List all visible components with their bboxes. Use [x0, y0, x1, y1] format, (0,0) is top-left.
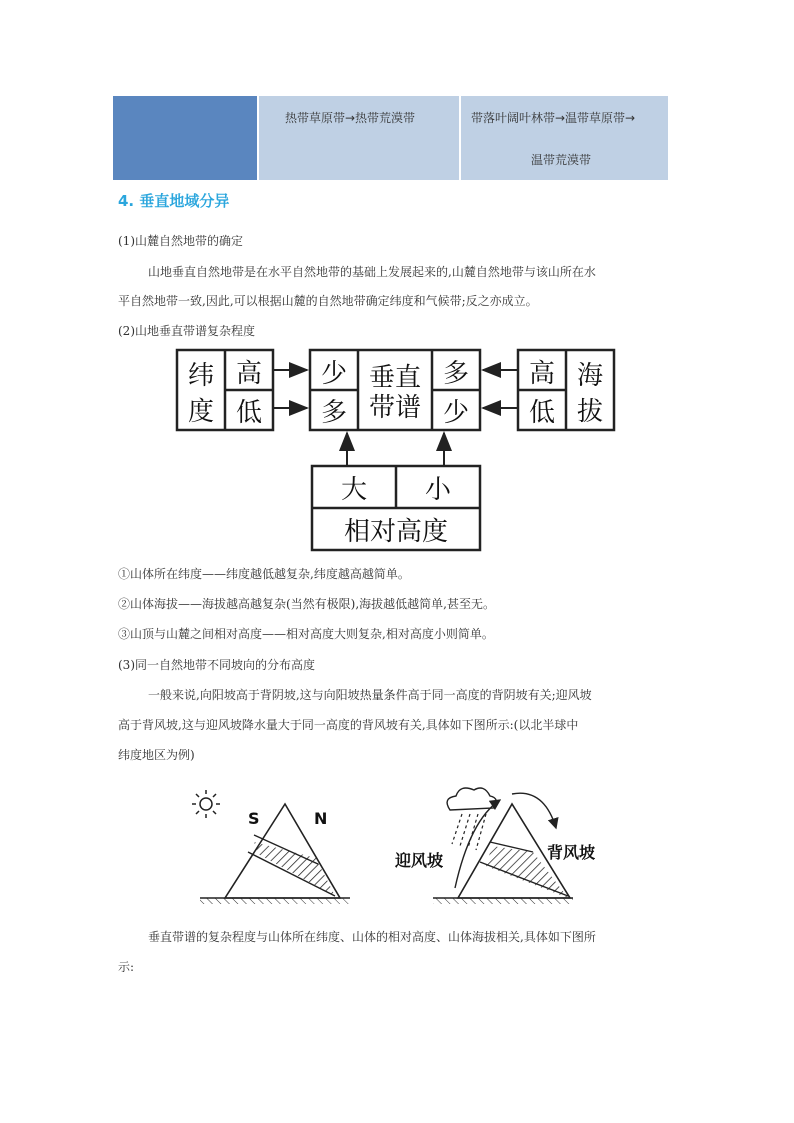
- slope-aspect-figure: [190, 780, 610, 910]
- label-few-left: 少: [320, 359, 348, 389]
- sun-icon: [192, 790, 220, 818]
- label-lat-high: 高: [235, 359, 263, 389]
- table-cell-3: [461, 96, 668, 180]
- label-south: S: [248, 809, 260, 828]
- label-many-left: 多: [320, 398, 348, 428]
- label-ba: 拔: [576, 397, 604, 427]
- label-alt-high: 高: [528, 359, 556, 389]
- label-alt-low: 低: [528, 398, 556, 428]
- paragraph-3-line-1: 垂直带谱的复杂程度与山体所在纬度、山体的相对高度、山体海拔相关,具体如下图所: [148, 930, 596, 944]
- label-large: 大: [340, 475, 368, 505]
- table-cell-3-line1: 带落叶阔叶林带→温带草原带→: [471, 111, 636, 125]
- table-cell-header: [113, 96, 257, 180]
- label-lat-low: 低: [235, 398, 263, 428]
- table-cell-2: [259, 96, 459, 180]
- ground-2: [433, 898, 573, 904]
- list-item-3: ③山顶与山麓之间相对高度——相对高度大则复杂,相对高度小则简单。: [118, 627, 494, 641]
- subheading-1: (1)山麓自然地带的确定: [118, 234, 243, 248]
- subheading-2: (2)山地垂直带谱复杂程度: [118, 324, 255, 338]
- label-leeward: 背风坡: [547, 843, 596, 862]
- paragraph-1-line-2: 平自然地带一致,因此,可以根据山麓的自然地带确定纬度和气候带;反之亦成立。: [118, 294, 538, 308]
- list-item-2: ②山体海拔——海拔越高越复杂(当然有极限),海拔越低越简单,甚至无。: [118, 597, 495, 611]
- label-du: 度: [187, 397, 215, 427]
- label-belt-spectrum: 带谱: [368, 393, 422, 423]
- paragraph-1-line-1: 山地垂直自然地带是在水平自然地带的基础上发展起来的,山麓自然地带与该山所在水: [148, 265, 596, 279]
- label-wei: 纬: [187, 361, 215, 391]
- ground-1: [200, 898, 350, 904]
- label-windward: 迎风坡: [395, 851, 444, 870]
- table-cell-2-text: 热带草原带→热带荒漠带: [285, 111, 416, 125]
- subheading-3: (3)同一自然地带不同坡向的分布高度: [118, 658, 315, 672]
- section-title: 4. 垂直地域分异: [118, 192, 230, 210]
- label-hai: 海: [576, 361, 604, 391]
- label-relative-height: 相对高度: [343, 517, 449, 547]
- list-item-1: ①山体所在纬度——纬度越低越复杂,纬度越高越简单。: [118, 567, 410, 581]
- paragraph-2-line-2: 高于背风坡,这与迎风坡降水量大于同一高度的背风坡有关,具体如下图所示:(以北半球中: [118, 718, 579, 732]
- paragraph-3-line-2: 示:: [118, 960, 135, 974]
- label-small: 小: [424, 475, 452, 505]
- cloud-icon: [447, 788, 496, 810]
- label-north: N: [314, 809, 328, 828]
- paragraph-2-line-1: 一般来说,向阳坡高于背阴坡,这与向阳坡热量条件高于同一高度的背阴坡有关;迎风坡: [148, 688, 592, 702]
- belt-complexity-diagram: [170, 344, 622, 556]
- table-cell-3-line2: 温带荒漠带: [531, 153, 592, 167]
- label-few-right: 少: [442, 398, 470, 428]
- paragraph-2-line-3: 纬度地区为例): [118, 748, 195, 762]
- label-many-right: 多: [442, 359, 470, 389]
- wind-arrow-down: [512, 793, 556, 828]
- label-vertical: 垂直: [368, 363, 422, 393]
